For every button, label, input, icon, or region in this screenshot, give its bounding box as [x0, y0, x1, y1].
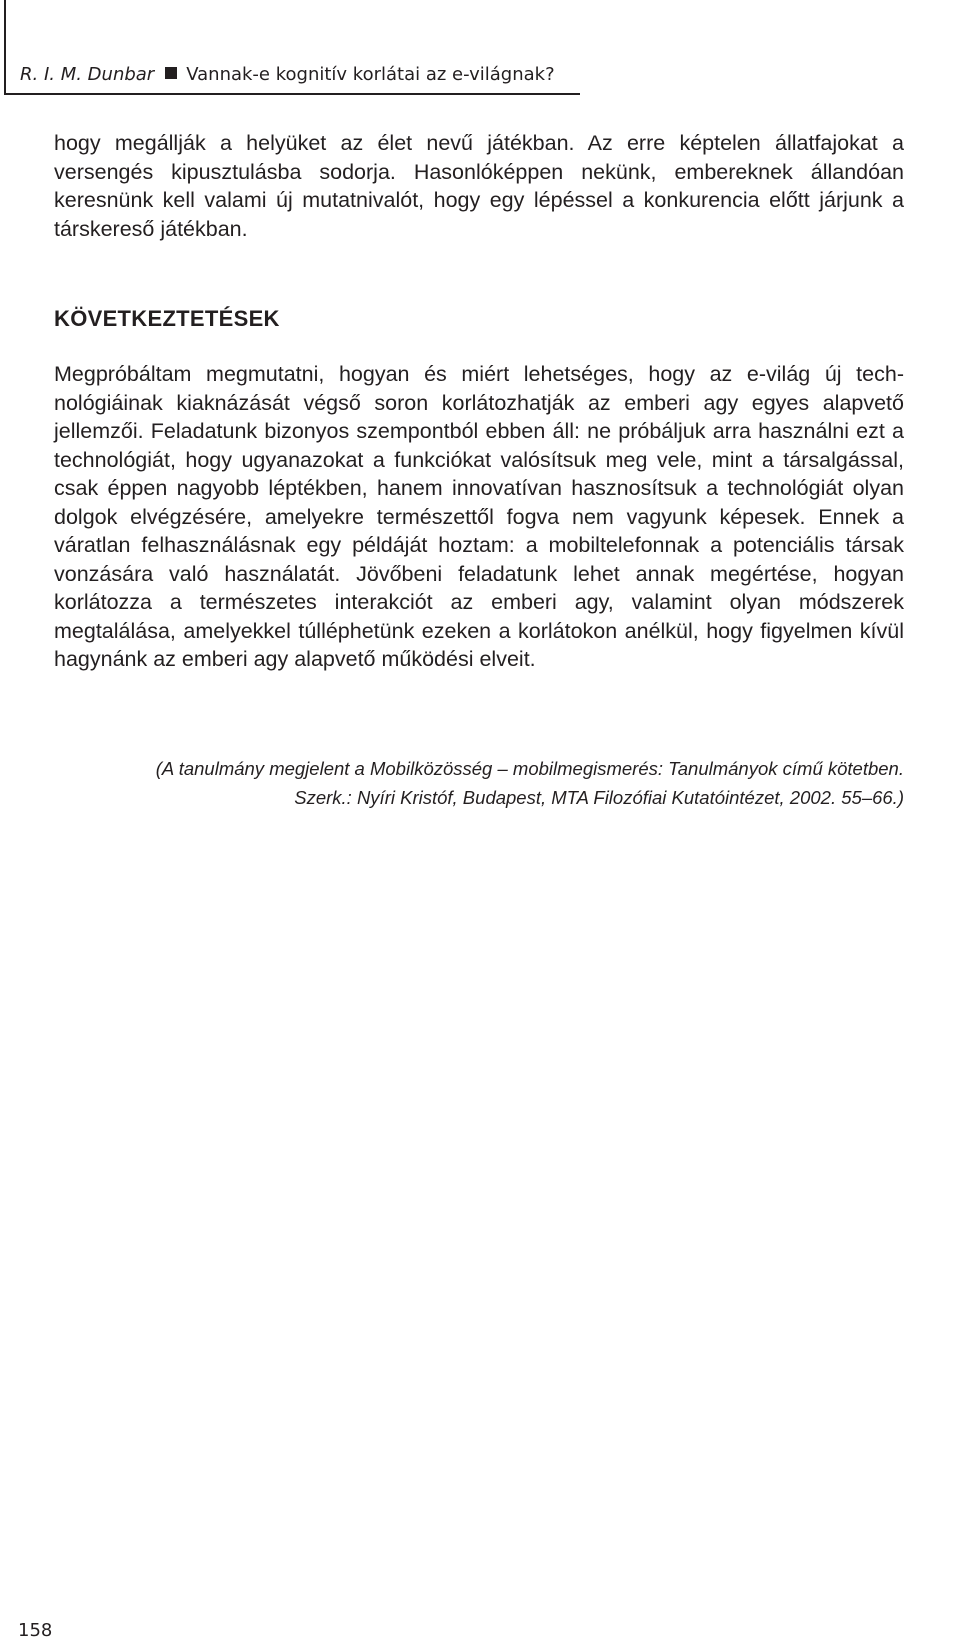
square-bullet-icon [165, 67, 177, 79]
intro-paragraph: hogy megállják a helyüket az élet nevű játékban. Az erre képtelen állatfajokat a versengés kipusztulásba sodorja. Hasonlóképpen nekünk, embereknek állandóan keresnünk kell valami új mutatnivalót, hogy egy lépéssel a konkurencia előtt járjunk a társkereső játékban. [54, 131, 904, 241]
publication-note [54, 754, 904, 812]
running-head [20, 64, 555, 86]
section-heading: KÖVETKEZTETÉSEK [54, 306, 280, 331]
page-body [54, 129, 904, 812]
publication-note-line-1: (A tanulmány megjelent a Mobilközösség – mobilmegismerés: Tanulmányok című kötetben. [155, 757, 904, 779]
publication-note-line-2: Szerk.: Nyíri Kristóf, Budapest, MTA Filozófiai Kutatóintézet, 2002. 55–66.) [294, 786, 904, 808]
page-number: 158 [18, 1620, 53, 1641]
running-head-author: R. I. M. Dunbar [20, 64, 155, 85]
conclusion-paragraph: Megpróbáltam megmutatni, hogyan és miért lehetséges, hogy az e-világ új technológiáinak kiaknázását végső soron korlátozhatják az emberi agy egyes alapvető jellemzői. Feladatunk bizonyos szempontból ebben áll: ne próbáljuk arra használni ezt a technológiát, hogy ugyanazokat a funkciókat valósítsuk meg vele, mint a társalgással, csak éppen nagyobb léptékben, hanem innovatívan hasznosítsuk a technológiát olyan dolgok elvégzésére, amelyekre természettől fogva nem vagyunk képesek. Ennek a váratlan felhasználásnak egy példáját hoztam: a mobiltelefonnak a potenciális társak vonzására való használatát. Jövőbeni feladatunk lehet annak megértése, hogyan korlátozza a természetes interakciót az emberi agy, valamint olyan módszerek megtalálása, amelyekkel túlléphetünk ezeken a korlátokon anélkül, hogy figyelmen kívül hagynánk az emberi agy alapvető működési elveit. [54, 362, 904, 671]
running-head-title: Vannak-e kognitív korlátai az e-világnak? [186, 64, 555, 85]
